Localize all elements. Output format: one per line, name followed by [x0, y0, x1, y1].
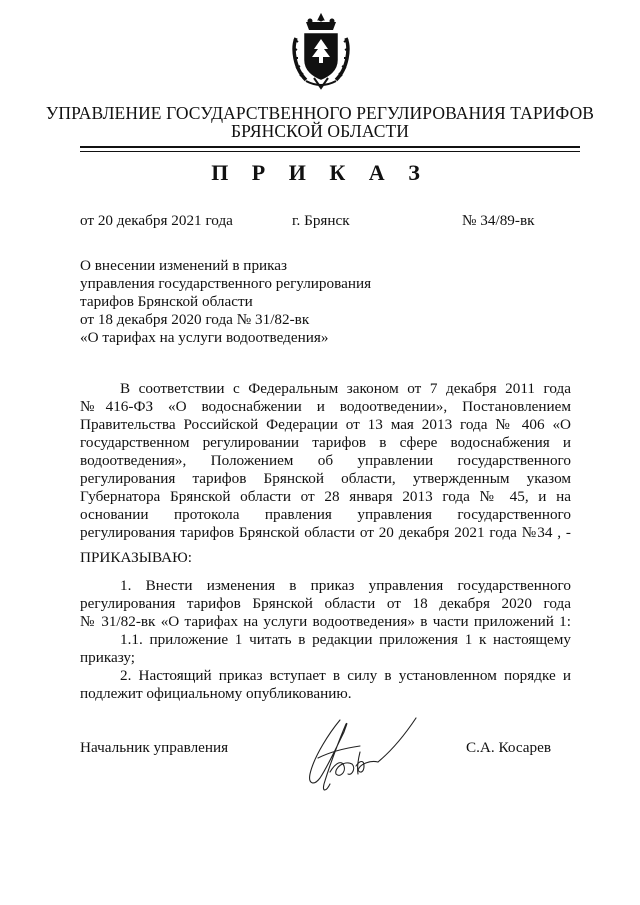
header-rule-thick [80, 146, 580, 148]
order-item-line: приказу; [80, 649, 136, 666]
preamble-line: Правительства Российской Федерации от 13 мая 2013 года № 406 «О [80, 416, 571, 433]
organization-name-line2: БРЯНСКОЙ ОБЛАСТИ [230, 121, 410, 141]
preamble-line: регулирования тарифов Брянской области от 20 декабря 2021 года №34 , - [80, 524, 571, 541]
document-subject [80, 257, 371, 347]
order-item-line: 1.1. приложение 1 читать в редакции приложения 1 к настоящему [120, 631, 571, 648]
organization-name-line1: УПРАВЛЕНИЕ ГОСУДАРСТВЕННОГО РЕГУЛИРОВАНИЯ ТАРИФОВ [45, 103, 595, 123]
coat-of-arms-icon [292, 12, 350, 90]
document-city: г. Брянск [292, 212, 350, 229]
document-title: П Р И К А З [211, 160, 429, 185]
order-items [80, 577, 571, 703]
signatory-name: С.А. Косарев [466, 739, 552, 756]
signature-icon [300, 712, 420, 798]
preamble-line: водоотведения», Положением об управлении государственного [80, 452, 571, 469]
signatory-position: Начальник управления [80, 739, 229, 756]
order-item-line: № 31/82-вк «О тарифах на услуги водоотведения» в части приложений 1: [80, 613, 571, 630]
preamble-line: регулирования тарифов Брянской области, утвержденным указом [80, 470, 571, 487]
header-rule-thin [80, 151, 580, 152]
subject-line: тарифов Брянской области [80, 293, 253, 310]
subject-line: О внесении изменений в приказ [80, 257, 288, 274]
preamble-line: №416-ФЗ «О водоснабжении и водоотведении», Постановлением [80, 398, 571, 415]
order-word: ПРИКАЗЫВАЮ: [80, 549, 192, 566]
subject-line: от 18 декабря 2020 года № 31/82-вк [80, 311, 310, 328]
order-item-line: 1. Внести изменения в приказ управления государственного [120, 577, 571, 594]
subject-line: управления государственного регулирования [80, 275, 372, 292]
preamble-line: основании протокола правления управления государственного [80, 506, 571, 523]
preamble-paragraph [80, 380, 571, 542]
preamble-line: государственном регулировании тарифов в сфере водоснабжения и [80, 434, 571, 451]
order-item-line: подлежит официальному опубликованию. [80, 685, 352, 702]
order-item-line: регулирования тарифов Брянской области от 18 декабря 2020 года [80, 595, 571, 612]
document-date: от 20 декабря 2021 года [80, 212, 233, 229]
document-number: № 34/89-вк [462, 212, 535, 229]
subject-line: «О тарифах на услуги водоотведения» [80, 329, 329, 346]
preamble-line: Губернатора Брянской области от 28 января 2013 года № 45, и на [80, 488, 571, 505]
order-item-line: 2. Настоящий приказ вступает в силу в установленном порядке и [120, 667, 571, 684]
preamble-line: В соответствии с Федеральным законом от 7 декабря 2011 года [120, 380, 571, 397]
